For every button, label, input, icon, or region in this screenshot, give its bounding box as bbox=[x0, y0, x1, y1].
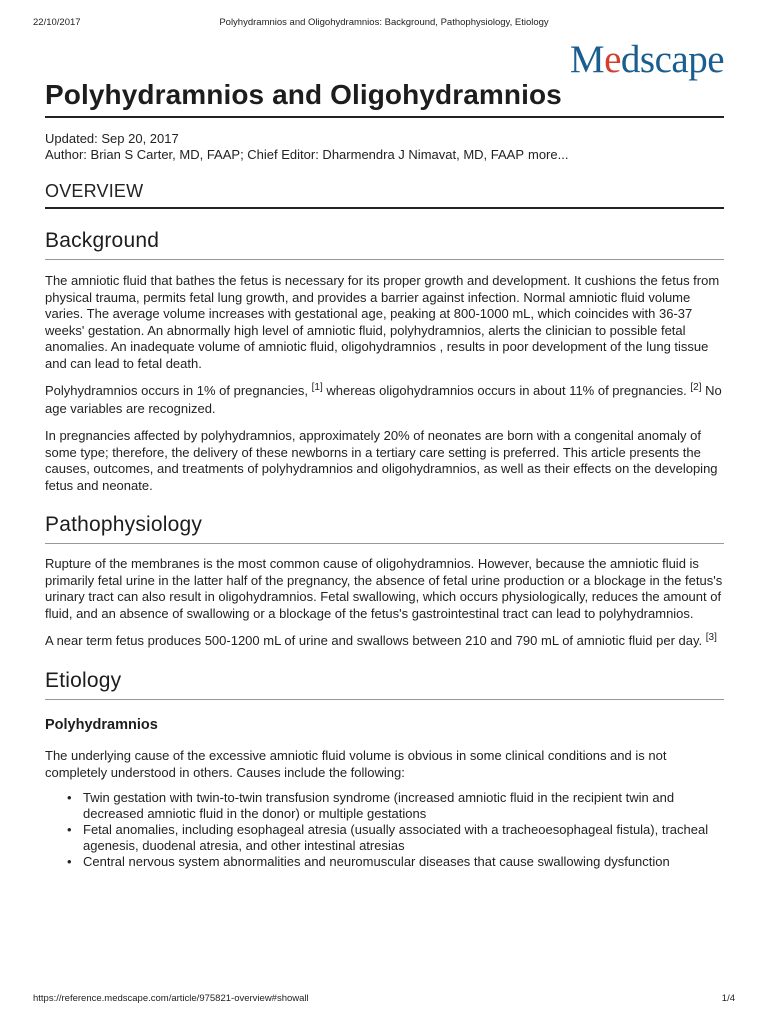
print-url: https://reference.medscape.com/article/975821-overview#showall bbox=[33, 993, 309, 1004]
print-date: 22/10/2017 bbox=[33, 17, 81, 28]
bullet-icon: • bbox=[67, 822, 72, 837]
background-paragraph-2: Polyhydramnios occurs in 1% of pregnancies, [1] whereas oligohydramnios occurs in about 11% of pregnancies. [2] No age variables are recognized. bbox=[45, 382, 722, 416]
list-item: • Twin gestation with twin-to-twin transfusion syndrome (increased amniotic fluid in the recipient twin and decreased amniotic fluid in the donor) or multiple gestations bbox=[67, 790, 675, 821]
citation-2[interactable]: [2] bbox=[690, 382, 702, 393]
citation-3[interactable]: [3] bbox=[705, 632, 717, 643]
article-content bbox=[45, 76, 724, 870]
page-title: Polyhydramnios and Oligohydramnios bbox=[45, 76, 724, 118]
print-doc-title: Polyhydramnios and Oligohydramnios: Background, Pathophysiology, Etiology bbox=[219, 17, 549, 28]
etiology-paragraph-1: The underlying cause of the excessive amniotic fluid volume is obvious in some clinical conditions and is not completely understood in others. Causes include the following: bbox=[45, 748, 667, 780]
author-text: Author: Brian S Carter, MD, FAAP; Chief Editor: Dharmendra J Nimavat, MD, FAAP bbox=[45, 147, 524, 162]
section-heading-etiology: Etiology bbox=[45, 668, 724, 700]
causes-list bbox=[67, 790, 724, 870]
bullet-icon: • bbox=[67, 854, 72, 869]
citation-1[interactable]: [1] bbox=[311, 382, 323, 393]
print-header bbox=[33, 17, 735, 31]
more-authors-link[interactable]: more... bbox=[528, 147, 569, 162]
background-paragraph-1: The amniotic fluid that bathes the fetus is necessary for its proper growth and development. It cushions the fetus from physical trauma, permits fetal lung growth, and provides a barrier against infection. Normal amniotic fluid volume varies. The average volume increases with gestational age, peaking at 800-1000 mL, which coincides with 36-37 weeks' gestation. An abnormally high level of amniotic fluid, polyhydramnios, alerts the clinician to possible fetal anomalies. An inadequate volume of amniotic fluid, oligohydramnios , results in poor development of the lung tissue and can lead to fetal death. bbox=[45, 273, 720, 371]
medscape-logo[interactable]: Medscape bbox=[569, 38, 724, 81]
section-heading-pathophysiology: Pathophysiology bbox=[45, 512, 724, 544]
subheading-polyhydramnios: Polyhydramnios bbox=[45, 717, 158, 733]
page-number: 1/4 bbox=[721, 993, 735, 1004]
bullet-icon: • bbox=[67, 790, 72, 805]
list-item: • Central nervous system abnormalities and neuromuscular diseases that cause swallowing dysfunction bbox=[67, 854, 670, 869]
article-meta bbox=[45, 131, 724, 163]
overview-tab-label: OVERVIEW bbox=[45, 179, 724, 209]
section-heading-background: Background bbox=[45, 228, 724, 260]
pathophysiology-paragraph-1: Rupture of the membranes is the most common cause of oligohydramnios. However, because the amniotic fluid is primarily fetal urine in the latter half of the pregnancy, the absence of fetal urine production or a blockage in the fetus's urinary tract can also result in oligohydramnios. Fetal swallowing, which occurs physiologically, reduces the amount of fluid, and an absence of swallowing or a blockage of the fetus's gastrointestinal tract can lead to polyhydramnios. bbox=[45, 556, 723, 621]
author-line bbox=[45, 147, 724, 163]
background-paragraph-3: In pregnancies affected by polyhydramnios, approximately 20% of neonates are born with a congenital anomaly of some type; therefore, the delivery of these newborns in a tertiary care setting is preferred. This article presents the causes, outcomes, and treatments of polyhydramnios and oligohydramnios, as well as their effects on the developing fetus and neonate. bbox=[45, 428, 718, 493]
list-item: • Fetal anomalies, including esophageal atresia (usually associated with a tracheoesophageal fistula), tracheal agenesis, duodenal atresia, and other intestinal atresias bbox=[67, 822, 709, 853]
updated-date: Updated: Sep 20, 2017 bbox=[45, 131, 179, 146]
pathophysiology-paragraph-2: A near term fetus produces 500-1200 mL of urine and swallows between 210 and 790 mL of amniotic fluid per day. [3] bbox=[45, 632, 717, 648]
